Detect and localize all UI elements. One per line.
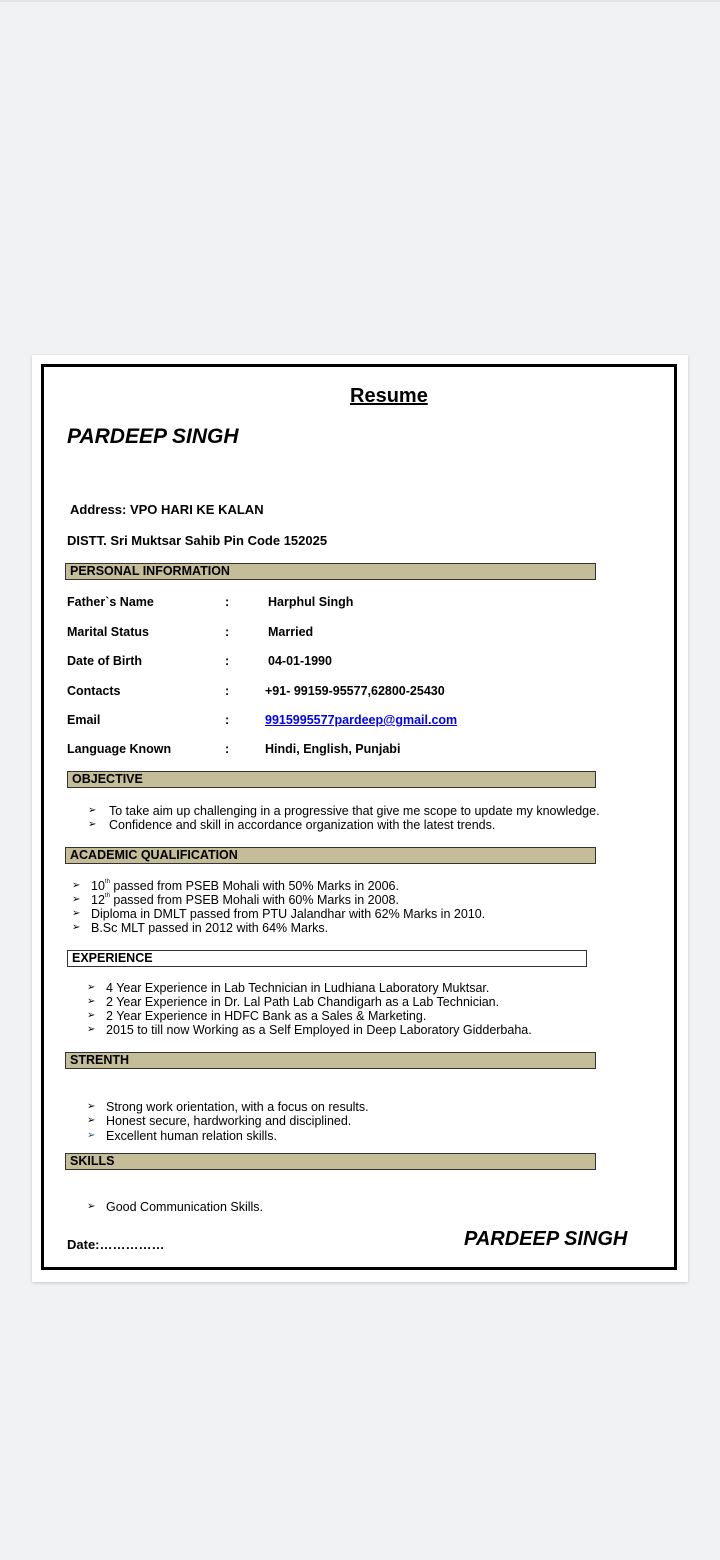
arrowhead-bullet-icon: ➢ (88, 819, 97, 830)
candidate-name: PARDEEP SINGH (67, 425, 239, 448)
row-separator: : (225, 625, 230, 639)
row-separator: : (225, 684, 230, 698)
row-label: Marital Status (67, 625, 149, 639)
arrowhead-bullet-icon: ➢ (87, 1201, 96, 1212)
objective-heading: OBJECTIVE (67, 771, 596, 788)
arrowhead-bullet-icon: ➢ (72, 908, 81, 919)
academic-heading: ACADEMIC QUALIFICATION (65, 847, 596, 864)
top-divider (0, 0, 720, 2)
arrowhead-bullet-icon: ➢ (87, 1101, 96, 1112)
row-separator: : (225, 742, 230, 756)
arrowhead-bullet-icon: ➢ (87, 1130, 96, 1141)
arrowhead-bullet-icon: ➢ (72, 880, 81, 891)
personal-info-heading: PERSONAL INFORMATION (65, 563, 596, 580)
experience-heading: EXPERIENCE (67, 950, 587, 967)
skills-heading: SKILLS (65, 1153, 596, 1170)
row-value: Hindi, English, Punjabi (265, 742, 401, 756)
signature-name: PARDEEP SINGH (464, 1228, 628, 1250)
address-line-1: Address: VPO HARI KE KALAN (70, 502, 264, 517)
row-value: Harphul Singh (268, 595, 354, 609)
arrowhead-bullet-icon: ➢ (88, 805, 97, 816)
row-value: Married (268, 625, 314, 639)
arrowhead-bullet-icon: ➢ (87, 1024, 96, 1035)
arrowhead-bullet-icon: ➢ (87, 996, 96, 1007)
strength-heading: STRENTH (65, 1052, 596, 1069)
row-label: Father`s Name (67, 595, 154, 609)
row-label: Date of Birth (67, 654, 142, 668)
row-separator: : (225, 595, 230, 609)
address-line-2: DISTT. Sri Muktsar Sahib Pin Code 152025 (67, 533, 328, 548)
arrowhead-bullet-icon: ➢ (72, 922, 81, 933)
row-value: 04-01-1990 (268, 654, 332, 668)
resume-page: Resume PARDEEP SINGH Address: VPO HARI KE KALAN DISTT. Sri Muktsar Sahib Pin Code 152025 PERSONAL INFORMATION Father`s Name : Harphul Singh Marital Status : Married Date of Birth : 04-01-1990 Contacts : +91- 99159-95577,62800-25430 Email : 9915995577pardeep@gmail.com Language Known : Hindi, English, Punjabi OBJECTIVE ➢ To take aim up challenging in a progressive that give me scope to update my knowledge. ➢ Confidence and skill in accordance organization with the latest trends. ACADEMIC QUALIFICATION ➢ 10th passed from PSEB Mohali with 50% Marks in 2006. ➢ 12th passed from PSEB Mohali with 60% Marks in 2008. ➢ Diploma in DMLT passed from PTU Jalandhar with 62% Marks in 2010. ➢ B.Sc MLT passed in 2012 with 64% Marks. EXPERIENCE ➢ 4 Year Experience in Lab Technician in Ludhiana Laboratory Muktsar. ➢ 2 Year Experience in Dr. Lal Path Lab Chandigarh as a Lab Technician. ➢ 2 Year Experience in HDFC Bank as a Sales & Marketing. ➢ 2015 to till now Working as a Self Employed in Deep Laboratory Gidderbaha. STRENTH ➢ Strong work orientation, with a focus on results. ➢ Honest secure, hardworking and disciplined. ➢ Excellent human relation skills. SKILLS ➢ Good Communication Skills. Date:…………… PARDEEP SINGH (32, 355, 688, 1282)
row-separator: : (225, 713, 230, 727)
arrowhead-bullet-icon: ➢ (72, 894, 81, 905)
document-title: Resume (350, 385, 428, 407)
arrowhead-bullet-icon: ➢ (87, 982, 96, 993)
date-label: Date:…………… (67, 1237, 165, 1252)
arrowhead-bullet-icon: ➢ (87, 1010, 96, 1021)
arrowhead-bullet-icon: ➢ (87, 1115, 96, 1126)
row-label: Contacts (67, 684, 121, 698)
row-value: +91- 99159-95577,62800-25430 (265, 684, 445, 698)
row-separator: : (225, 654, 230, 668)
email-link[interactable]: 9915995577pardeep@gmail.com (265, 713, 458, 727)
row-label: Email (67, 713, 101, 727)
row-label: Language Known (67, 742, 172, 756)
